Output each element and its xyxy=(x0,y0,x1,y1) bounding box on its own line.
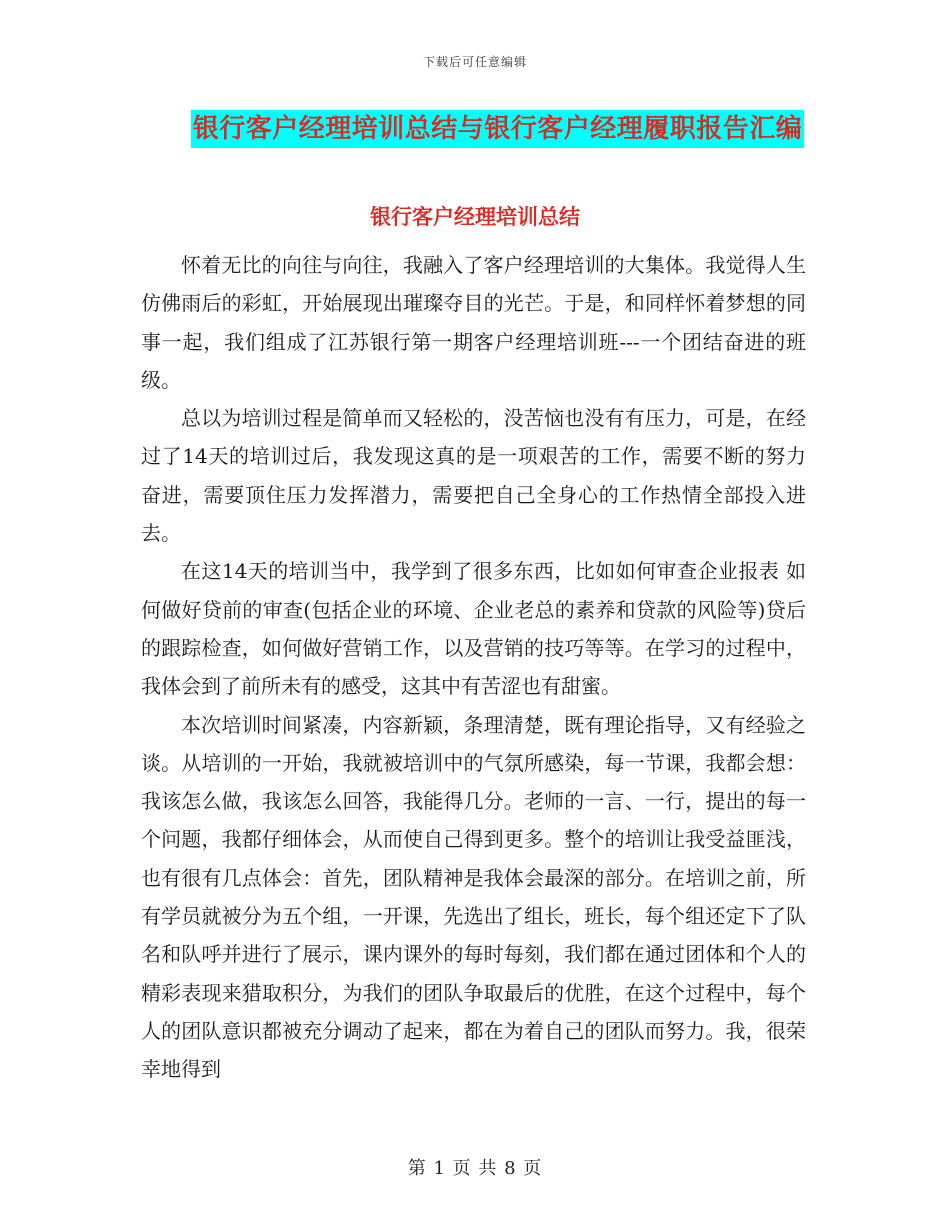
paragraph: 本次培训时间紧凑，内容新颖，条理清楚，既有理论指导，又有经验之谈。从培训的一开始，我就被培训中的气氛所感染，每一节课，我都会想：我该怎么做，我该怎么回答，我能得几分。老师的一言、一行，提出的每一个问题，我都仔细体会，从而使自己得到更多。整个的培训让我受益匪浅，也有很有几点体会：首先，团队精神是我体会最深的部分。在培训之前，所有学员就被分为五个组，一开课，先选出了组长，班长，每个组还定下了队名和队呼并进行了展示，课内课外的每时每刻，我们都在通过团体和个人的精彩表现来猎取积分，为我们的团队争取最后的优胜，在这个过程中，每个人的团队意识都被充分调动了起来，都在为着自己的团队而努力。我，很荣幸地得到 xyxy=(141,712,806,1082)
paragraph: 总以为培训过程是简单而又轻松的，没苦恼也没有有压力，可是，在经过了14天的培训过后，我发现这真的是一项艰苦的工作，需要不断的努力奋进，需要顶住压力发挥潜力，需要把自己全身心的工作热情全部投入进去。 xyxy=(141,406,806,546)
paragraph: 怀着无比的向往与向往，我融入了客户经理培训的大集体。我觉得人生仿佛雨后的彩虹，开始展现出璀璨夺目的光芒。于是，和同样怀着梦想的同事一起，我们组成了江苏银行第一期客户经理培训班---一个团结奋进的班级。 xyxy=(141,253,806,392)
section-title: 银行客户经理培训总结 xyxy=(370,204,580,229)
main-title: 银行客户经理培训总结与银行客户经理履职报告汇编 xyxy=(191,110,805,148)
main-title-container xyxy=(0,110,950,148)
page-footer: 第 1 页 共 8 页 xyxy=(407,1158,543,1179)
page-header-note: 下载后可任意编辑 xyxy=(422,55,527,69)
paragraph: 在这14天的培训当中，我学到了很多东西，比如如何审查企业报表 如何做好贷前的审查(包括企业的环境、企业老总的素养和贷款的风险等)贷后的跟踪检查，如何做好营销工作，以及营销的技巧等等。在学习的过程中，我体会到了前所未有的感受，这其中有苦涩也有甜蜜。 xyxy=(141,559,806,699)
document-body xyxy=(141,246,806,1089)
